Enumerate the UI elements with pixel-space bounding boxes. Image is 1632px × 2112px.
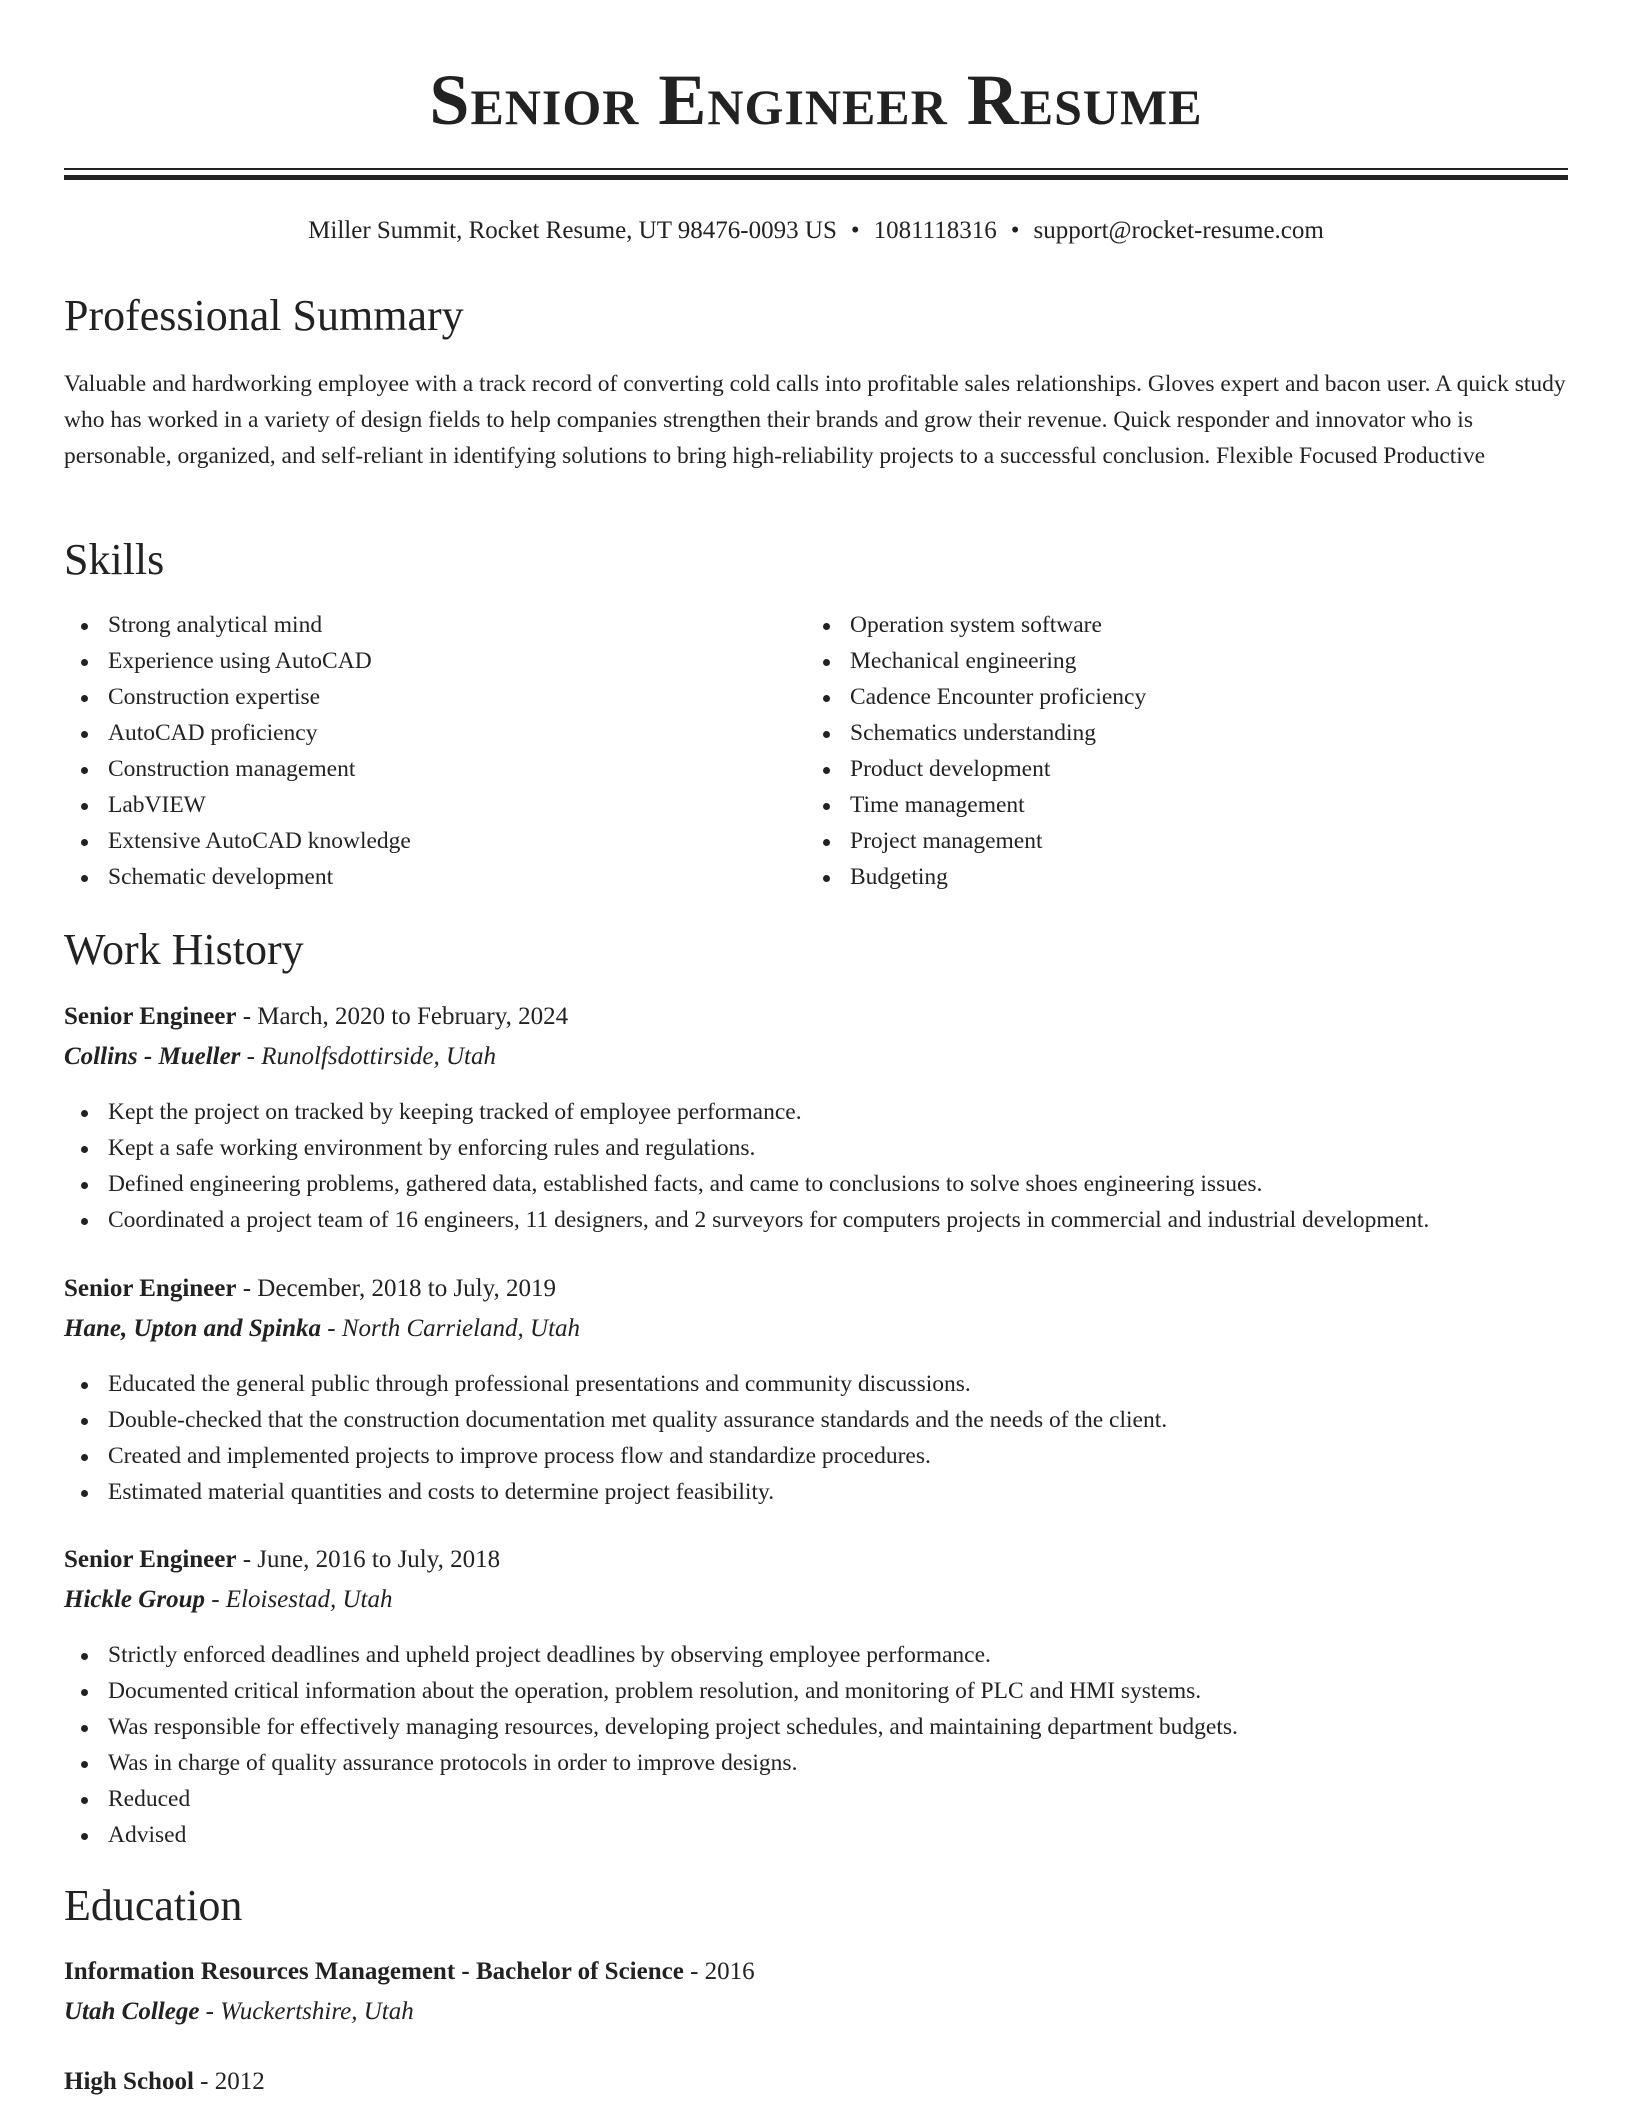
job-title-line xyxy=(64,1273,556,1305)
job-duty-item: Was in charge of quality assurance protocols in order to improve designs. xyxy=(64,1745,1568,1781)
skills-list-left xyxy=(64,607,784,895)
job-duty-item: Documented critical information about the operation, problem resolution, and monitoring of PLC and HMI systems. xyxy=(64,1673,1568,1709)
skill-item: Mechanical engineering xyxy=(806,643,1526,679)
work-history-heading: Work History xyxy=(64,925,304,974)
job-title: Senior Engineer xyxy=(64,1275,237,1302)
job-dates: - March, 2020 to February, 2024 xyxy=(236,1003,569,1030)
skill-item: Schematics understanding xyxy=(806,715,1526,751)
job-duties-list xyxy=(64,1094,1568,1238)
skill-item: Experience using AutoCAD xyxy=(64,643,784,679)
skill-item: Cadence Encounter proficiency xyxy=(806,679,1526,715)
contact-line xyxy=(0,216,1632,246)
education-year: - 2012 xyxy=(193,2068,265,2095)
job-title: Senior Engineer xyxy=(64,1003,237,1030)
job-location: - Eloisestad, Utah xyxy=(204,1586,393,1613)
skill-item: Construction expertise xyxy=(64,679,784,715)
job-company: Collins - Mueller xyxy=(64,1043,241,1070)
job-dates: - June, 2016 to July, 2018 xyxy=(236,1546,501,1573)
job-duties-list xyxy=(64,1637,1568,1853)
skill-item: Operation system software xyxy=(806,607,1526,643)
job-title-line xyxy=(64,1001,568,1033)
job-duty-item: Created and implemented projects to improve process flow and standardize procedures. xyxy=(64,1438,1568,1474)
education-degree: Information Resources Management - Bachelor of Science xyxy=(64,1958,684,1985)
education-degree: High School xyxy=(64,2068,194,2095)
job-dates: - December, 2018 to July, 2019 xyxy=(236,1275,556,1302)
contact-phone: 1081118316 xyxy=(873,217,997,244)
skill-item: Strong analytical mind xyxy=(64,607,784,643)
title-divider-thin xyxy=(64,168,1568,170)
job-duty-item: Kept the project on tracked by keeping tracked of employee performance. xyxy=(64,1094,1568,1130)
contact-separator: • xyxy=(1010,217,1020,244)
skill-item: AutoCAD proficiency xyxy=(64,715,784,751)
education-school: Utah College xyxy=(64,1998,200,2025)
skill-item: Schematic development xyxy=(64,859,784,895)
contact-address: Miller Summit, Rocket Resume, UT 98476-0093 US xyxy=(308,217,837,244)
job-location: - Runolfsdottirside, Utah xyxy=(240,1043,496,1070)
job-company: Hickle Group xyxy=(64,1586,205,1613)
skill-item: Time management xyxy=(806,787,1526,823)
summary-heading: Professional Summary xyxy=(64,291,464,340)
job-company-line xyxy=(64,1584,392,1616)
job-duty-item: Coordinated a project team of 16 engineers, 11 designers, and 2 surveyors for computers projects in commercial and industrial development. xyxy=(64,1202,1568,1238)
job-location: - North Carrieland, Utah xyxy=(321,1315,581,1342)
skill-item: Budgeting xyxy=(806,859,1526,895)
skill-item: Construction management xyxy=(64,751,784,787)
skills-list-right xyxy=(806,607,1526,895)
job-company-line xyxy=(64,1041,496,1073)
job-duty-item: Estimated material quantities and costs to determine project feasibility. xyxy=(64,1474,1568,1510)
education-degree-line xyxy=(64,2066,265,2098)
contact-email: support@rocket-resume.com xyxy=(1033,217,1324,244)
education-year: - 2016 xyxy=(683,1958,755,1985)
job-company-line xyxy=(64,1313,580,1345)
job-company: Hane, Upton and Spinka xyxy=(64,1315,322,1342)
job-duty-item: Kept a safe working environment by enforcing rules and regulations. xyxy=(64,1130,1568,1166)
summary-text: Valuable and hardworking employee with a track record of converting cold calls into profitable sales relationships. Gloves expert and bacon user. A quick study who has worked in a variety of design fields to help companies strengthen their brands and grow their revenue. Quick responder and innovator who is personable, organized, and self-reliant in identifying solutions to bring high-reliability projects to a successful conclusion. Flexible Focused Productive xyxy=(64,371,1566,469)
job-duties-list xyxy=(64,1366,1568,1510)
skill-item: Product development xyxy=(806,751,1526,787)
education-location: - Wuckertshire, Utah xyxy=(199,1998,414,2025)
resume-title: Senior Engineer Resume xyxy=(429,60,1203,140)
education-heading: Education xyxy=(64,1881,243,1930)
education-degree-line xyxy=(64,1956,755,1988)
job-title: Senior Engineer xyxy=(64,1546,237,1573)
skill-item: LabVIEW xyxy=(64,787,784,823)
skills-heading: Skills xyxy=(64,535,165,584)
job-duty-item: Defined engineering problems, gathered data, established facts, and came to conclusions to solve shoes engineering issues. xyxy=(64,1166,1568,1202)
job-duty-item: Advised xyxy=(64,1817,1568,1853)
job-duty-item: Educated the general public through professional presentations and community discussions. xyxy=(64,1366,1568,1402)
skill-item: Extensive AutoCAD knowledge xyxy=(64,823,784,859)
education-school-line xyxy=(64,1996,414,2028)
skill-item: Project management xyxy=(806,823,1526,859)
job-duty-item: Reduced xyxy=(64,1781,1568,1817)
contact-separator: • xyxy=(850,217,860,244)
job-duty-item: Strictly enforced deadlines and upheld project deadlines by observing employee performance. xyxy=(64,1637,1568,1673)
job-title-line xyxy=(64,1544,500,1576)
title-divider-thick xyxy=(64,175,1568,180)
job-duty-item: Was responsible for effectively managing resources, developing project schedules, and maintaining department budgets. xyxy=(64,1709,1568,1745)
job-duty-item: Double-checked that the construction documentation met quality assurance standards and the needs of the client. xyxy=(64,1402,1568,1438)
